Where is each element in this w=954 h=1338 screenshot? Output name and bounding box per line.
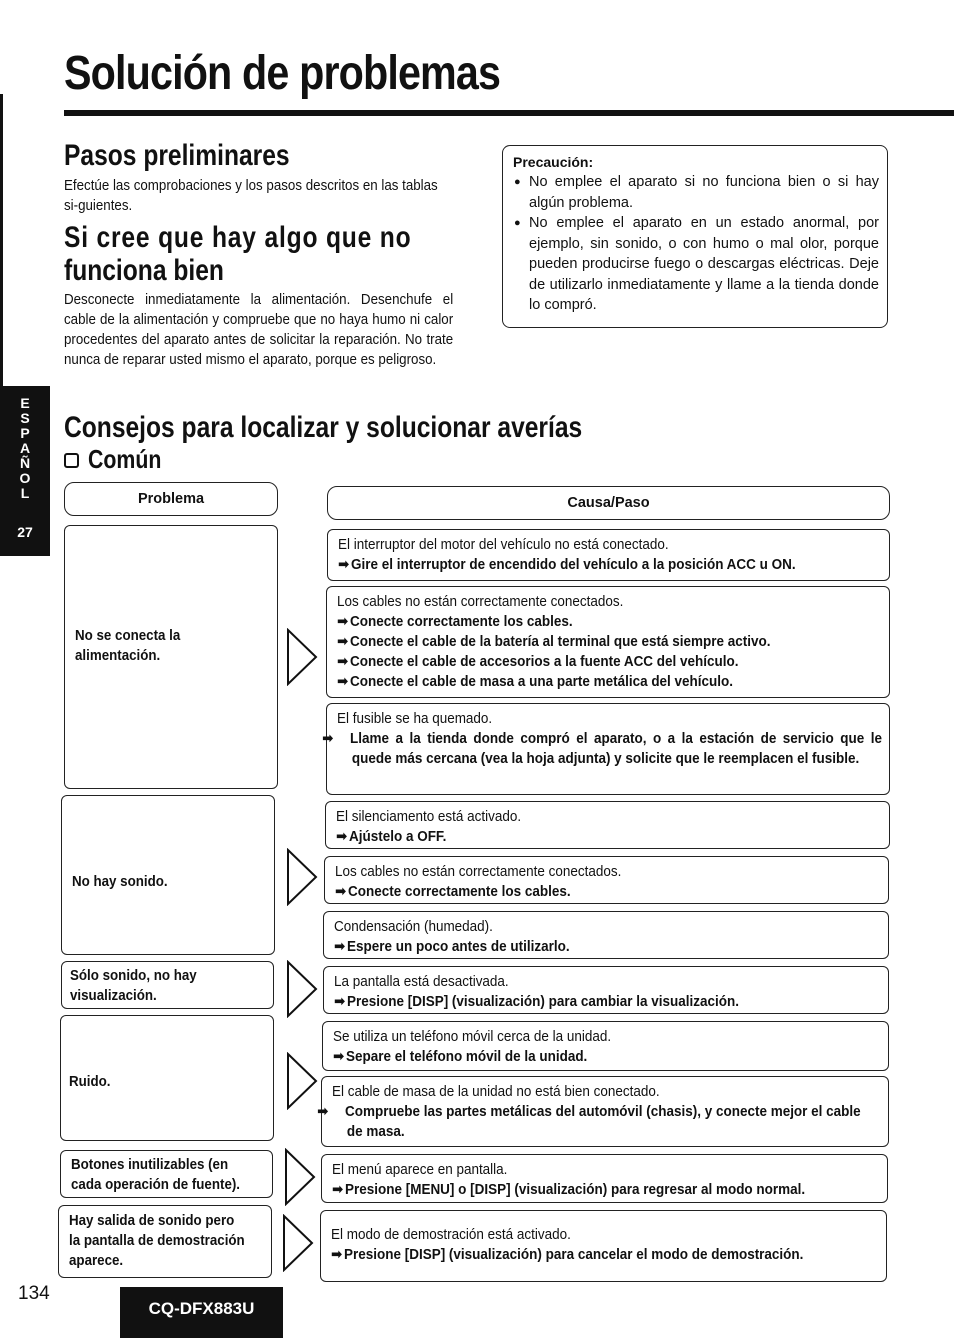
- caution-item: ● No emplee el aparato en un estado anormal, por ejemplo, sin sonido, o con humo o mal olor, porque pueden producirse fuego o descargas eléctricas. Deje de utilizarlo inmediatamente y llame a la tienda donde lo compró.: [513, 213, 879, 316]
- problem-box: [61, 961, 274, 1009]
- cause-box: [325, 801, 890, 849]
- action-text: ➡ Compruebe las partes metálicas del automóvil (chasis), y conecte mejor el cable de masa.: [317, 1104, 861, 1140]
- arrow-right-icon: ➡: [337, 654, 349, 670]
- language-letters: [0, 396, 50, 501]
- arrow-right-icon: ➡: [335, 884, 347, 900]
- cause-box: [321, 1154, 888, 1203]
- problem-text: No hay sonido.: [72, 874, 168, 890]
- caution-list: [513, 172, 879, 316]
- cause-text: El cable de masa de la unidad no está bien conectado.: [332, 1084, 660, 1100]
- triangle-arrow-icon: [286, 960, 320, 1018]
- language-letter: O: [19, 470, 31, 486]
- caution-item: ● No emplee el aparato si no funciona bien o si hay algún problema.: [513, 172, 879, 213]
- action-text: ➡ Conecte el cable de masa a una parte metálica del vehículo.: [337, 674, 734, 690]
- malfunction-heading-line1: Si cree que hay algo que no: [64, 221, 412, 254]
- language-letter: L: [20, 485, 30, 501]
- problem-box: [64, 525, 278, 789]
- cause-column-header: Causa/Paso: [327, 486, 890, 520]
- cause-box: [327, 529, 890, 581]
- problem-column-header: Problema: [64, 482, 278, 516]
- cause-box: [324, 856, 889, 904]
- triangle-arrow-icon: [284, 1148, 318, 1206]
- language-tab: [0, 386, 50, 556]
- cause-box: [326, 586, 890, 698]
- language-letter: Ñ: [19, 455, 31, 471]
- problem-text: Sólo sonido, no hay visualización.: [70, 968, 197, 1004]
- cause-text: La pantalla está desactivada.: [334, 974, 509, 990]
- caution-title: Precaución:: [513, 154, 594, 170]
- problem-text: Ruido.: [69, 1074, 111, 1090]
- action-text: ➡ Presione [DISP] (visualización) para cambiar la visualización.: [334, 994, 739, 1010]
- action-text: ➡ Conecte el cable de accesorios a la fuente ACC del vehículo.: [337, 654, 739, 670]
- language-letter: P: [20, 425, 30, 441]
- triangle-arrow-icon: [282, 1214, 316, 1272]
- cause-text: Se utiliza un teléfono móvil cerca de la unidad.: [333, 1029, 612, 1045]
- action-text: ➡ Llame a la tienda donde compró el aparato, o a la estación de servicio que le quede más cercana (vea la hoja adjunta) y solicite que le reemplacen el fusible.: [322, 731, 882, 767]
- cause-box: [320, 1210, 887, 1282]
- caution-box: [502, 145, 888, 328]
- prelim-heading: Pasos preliminares: [64, 139, 290, 172]
- arrow-right-icon: ➡: [337, 674, 349, 690]
- cause-text: Los cables no están correctamente conectados.: [337, 594, 624, 610]
- action-text: ➡ Conecte correctamente los cables.: [337, 614, 573, 630]
- malfunction-text: Desconecte inmediatamente la alimentación. Desenchufe el cable de la alimentación y compruebe que no haya humo ni calor procedentes del aparato antes de solicitar la reparación. No trate nunca de reparar usted mismo el aparato, porque es peligroso.: [64, 292, 454, 368]
- malfunction-heading-line2: funciona bien: [64, 254, 224, 287]
- cause-text: Condensación (humedad).: [334, 919, 493, 935]
- tips-heading: Consejos para localizar y solucionar averías: [64, 411, 583, 444]
- cause-text: El modo de demostración está activado.: [331, 1227, 571, 1243]
- page-number: 134: [18, 1283, 50, 1304]
- problem-box: [60, 1150, 273, 1198]
- triangle-arrow-icon: [286, 1052, 320, 1110]
- problem-box: [60, 1015, 274, 1141]
- cause-text: El fusible se ha quemado.: [337, 711, 493, 727]
- action-text: ➡ Presione [MENU] o [DISP] (visualización) para regresar al modo normal.: [332, 1182, 806, 1198]
- cause-box: [317, 1076, 889, 1147]
- prelim-text: Efectúe las comprobaciones y los pasos descritos en las tablas si-guientes.: [64, 178, 438, 214]
- action-text: ➡ Gire el interruptor de encendido del vehículo a la posición ACC u ON.: [338, 557, 796, 573]
- arrow-right-icon: ➡: [333, 1049, 345, 1065]
- cause-box: [322, 703, 890, 795]
- action-text: ➡ Conecte el cable de la batería al terminal que está siempre activo.: [337, 634, 771, 650]
- cause-text: El menú aparece en pantalla.: [332, 1162, 508, 1178]
- language-letter: A: [19, 440, 31, 456]
- cause-box: [323, 911, 889, 959]
- cause-box: [323, 966, 889, 1014]
- problem-text: Hay salida de sonido pero la pantalla de demostración aparece.: [69, 1213, 245, 1269]
- arrow-right-icon: ➡: [334, 994, 346, 1010]
- language-letter: E: [20, 395, 30, 411]
- arrow-right-icon: ➡: [332, 1182, 344, 1198]
- common-heading: Común: [88, 444, 162, 474]
- problem-text: No se conecta la alimentación.: [75, 628, 181, 664]
- action-text: ➡ Ajústelo a OFF.: [336, 829, 447, 845]
- section-page-number: 27: [17, 524, 33, 540]
- arrow-right-icon: ➡: [337, 634, 349, 650]
- arrow-right-icon: ➡: [322, 731, 334, 747]
- page-title: Solución de problemas: [64, 47, 501, 100]
- square-bullet-icon: [64, 453, 79, 468]
- cause-text: El silenciamento está activado.: [336, 809, 522, 825]
- model-tab: CQ-DFX883U: [120, 1287, 283, 1338]
- action-text: ➡ Conecte correctamente los cables.: [335, 884, 571, 900]
- triangle-arrow-icon: [286, 848, 320, 906]
- cause-text: Los cables no están correctamente conectados.: [335, 864, 622, 880]
- action-text: ➡ Espere un poco antes de utilizarlo.: [334, 939, 570, 955]
- arrow-right-icon: ➡: [334, 939, 346, 955]
- arrow-right-icon: ➡: [338, 557, 350, 573]
- action-text: ➡ Presione [DISP] (visualización) para cancelar el modo de demostración.: [331, 1247, 804, 1263]
- arrow-right-icon: ➡: [337, 614, 349, 630]
- arrow-right-icon: ➡: [317, 1104, 329, 1120]
- triangle-arrow-icon: [286, 628, 320, 686]
- problem-box: [58, 1205, 272, 1278]
- language-letter: S: [20, 410, 30, 426]
- problem-text: Botones inutilizables (en cada operación de fuente).: [71, 1157, 241, 1193]
- arrow-right-icon: ➡: [331, 1247, 343, 1263]
- action-text: ➡ Separe el teléfono móvil de la unidad.: [333, 1049, 588, 1065]
- cause-box: [322, 1021, 889, 1071]
- title-rule: [64, 110, 954, 116]
- arrow-right-icon: ➡: [336, 829, 348, 845]
- problem-box: [61, 795, 275, 955]
- cause-text: El interruptor del motor del vehículo no está conectado.: [338, 537, 669, 553]
